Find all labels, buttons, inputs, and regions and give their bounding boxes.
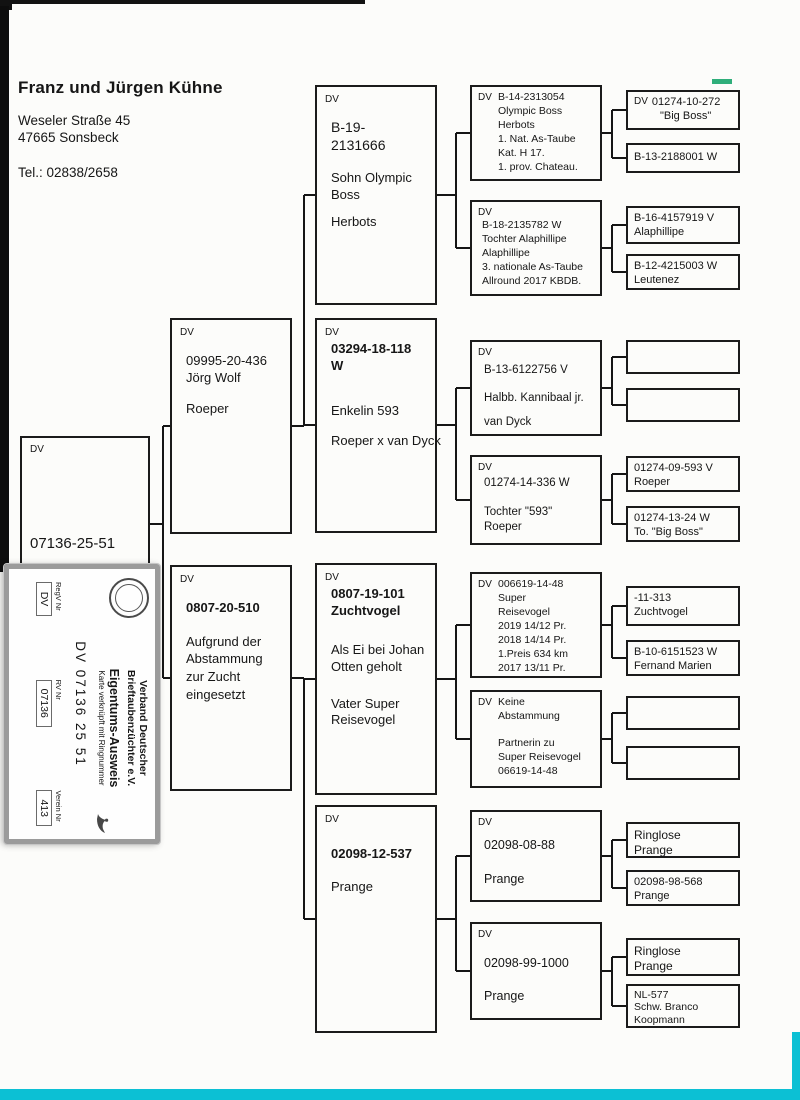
pedigree-box-grandparent-3 [315,563,437,795]
bird-name: Super [498,591,527,604]
card-field-verein [36,790,63,826]
ring-number: Ringlose [634,944,681,958]
ring-number: 0807-19-101 Zuchtvogel [331,586,405,618]
card-field-regv [36,582,63,616]
bird-name: Tochter "593" [484,505,553,518]
dv-label: DV [478,207,492,218]
bird-name: Olympic Boss [498,104,563,117]
owner-phone: Tel.: 02838/2658 [18,165,118,180]
scan-artifact-top-line [0,0,365,4]
pedigree-box-ggp-3 [470,340,602,436]
dv-label: DV [478,817,492,828]
card-ring-number: DV 07136 25 51 [73,641,89,767]
field-value: 413 [36,790,52,826]
pedigree-box-ggp-5 [470,572,602,678]
pedigree-box-gggp-6-empty [626,388,740,422]
strain-name: Prange [484,988,525,1003]
pedigree-box-ggp-6 [470,690,602,788]
pedigree-box-sire [170,318,292,534]
pedigree-box-gggp-4 [626,254,740,290]
strain-name: Leutenez [634,273,680,286]
pedigree-box-dam [170,565,292,791]
ring-number: 01274-09-593 V [634,462,713,474]
ring-number: 09995-20-436 [186,353,267,368]
scan-artifact-right-strip [792,1032,800,1100]
ring-number: 01274-13-24 W [634,512,710,524]
pedigree-box-gggp-12-empty [626,746,740,780]
dv-label: DV [634,96,648,107]
field-value: DV [36,582,52,616]
dv-label: DV [478,347,492,358]
pedigree-box-gggp-1 [626,90,740,130]
bird-name: Halbb. Kannibaal jr. [484,391,584,404]
org-name-line1: Verband Deutscher [137,680,149,776]
strain-name: Prange [634,889,670,902]
dv-label: DV [478,929,492,940]
achievement-line: Allround 2017 KBDB. [482,275,582,288]
strain-name: Prange [484,871,525,886]
ownership-card [4,564,160,844]
achievement-line: 2018 14/14 Pr. [498,633,567,646]
dv-label: DV [325,327,339,338]
ring-number: 006619-14-48 [498,578,564,590]
pedigree-box-grandparent-1 [315,85,437,305]
bird-name: Als Ei bei Johan Otten geholt [331,641,425,674]
strain-name: Vater Super Reisevogel [331,695,400,728]
pedigree-box-gggp-5-empty [626,340,740,374]
pedigree-box-ggp-4 [470,455,602,545]
ring-number: B-18-2135782 W [482,219,562,232]
dv-label: DV [180,574,194,585]
ring-number: 02098-12-537 [331,846,412,861]
pedigree-box-gggp-2 [626,143,740,173]
pedigree-box-gggp-10 [626,640,740,676]
dv-label: DV [478,579,492,590]
pedigree-box-gggp-9 [626,586,740,626]
achievement-line: Kat. H 17. [498,146,545,159]
field-label: RegV Nr [54,582,64,611]
field-value: 07136 [36,680,52,727]
bird-name: Enkelin 593 [331,402,399,418]
verband-logo-ring [115,584,143,612]
strain-name: Prange [634,843,673,858]
bird-name: Jörg Wolf [186,369,241,385]
strain-name: Roeper [634,475,671,488]
note-line: Keine [498,696,525,708]
ring-number: 0807-20-510 [186,600,260,615]
org-name-line2: Brieftaubenzüchter e.V. [124,669,137,787]
note-line: Partnerin zu [498,736,555,749]
strain-name: Herbots [498,118,535,131]
pedigree-box-gggp-16 [626,984,740,1028]
dv-label: DV [478,697,492,708]
achievement-line: 2019 14/12 Pr. [498,619,567,632]
strain-name: Alaphillipe [634,225,685,238]
ring-number: B-13-6122756 V [484,364,568,377]
strain-name: Koopmann [634,1013,685,1026]
strain-name: Prange [331,878,373,894]
bird-name: To. "Big Boss" [634,525,703,538]
pedigree-box-grandparent-4 [315,805,437,1033]
bird-name: Sohn Olympic Boss [331,170,412,203]
subject-ring-number: 07136-25-51 [30,535,116,552]
ring-number: 02098-99-1000 [484,956,569,971]
ring-number: B-10-6151523 W [634,646,718,658]
ring-number: B-16-4157919 V [634,212,715,224]
strain-name: Alaphillipe [482,247,530,260]
dv-label: DV [325,814,339,825]
owner-street: Weseler Straße 45 [18,113,131,128]
bird-name: Schw. Branco [634,1001,699,1014]
strain-name: van Dyck [484,415,532,428]
ring-number: B-19-2131666 [331,119,386,154]
breeding-note: Aufgrund der Abstammung zur Zucht eingesetzt [186,633,263,702]
strain-name: Herbots [331,214,377,230]
pedigree-box-ggp-8 [470,922,602,1020]
pedigree-box-gggp-14 [626,870,740,906]
bird-name: Reisevogel [498,605,550,618]
pedigree-box-gggp-15 [626,938,740,976]
ring-number: 06619-14-48 [498,764,558,777]
pedigree-box-ggp-1 [470,85,602,181]
note-line: Abstammung [498,709,560,722]
ownership-card-face [4,564,160,844]
ring-number: 02098-98-568 [634,876,703,888]
ring-number: NL-577 [634,989,669,1001]
field-label: RV Nr [54,679,64,700]
strain-name: Roeper [484,520,522,533]
card-title: Eigentums-Ausweis [107,668,122,788]
strain-name: Roeper x van Dyck [331,432,441,448]
owner-name: Franz und Jürgen Kühne [18,78,223,97]
achievement-line: 2017 13/11 Pr. [498,661,566,674]
dv-label: DV [30,444,44,455]
ring-number: 01274-10-272 [651,96,721,108]
ring-number: 01274-14-336 W [484,477,570,490]
pedigree-box-gggp-13 [626,822,740,858]
dv-label: DV [325,572,339,583]
dv-label: DV [478,462,492,473]
ring-number: B-14-2313054 [498,91,565,103]
bird-name: "Big Boss" [660,109,712,122]
pigeon-emblem-icon [95,812,111,834]
pedigree-box-gggp-11-empty [626,696,740,730]
ring-number: -11-313 [634,592,672,604]
ring-number: Ringlose [634,828,681,842]
card-field-rv [36,680,63,727]
dv-label: DV [478,92,492,103]
card-subtitle: Karte verknüpft mit Ringnummer [97,670,107,786]
dv-label: DV [325,94,339,105]
bird-name: Zuchtvogel [634,605,688,618]
achievement-line: 1.Preis 634 km [498,647,569,660]
ring-number: 02098-08-88 [484,838,555,853]
strain-name: Prange [634,959,673,974]
pedigree-box-gggp-8 [626,506,740,542]
strain-name: Fernand Marien [634,659,712,672]
note-line: Super Reisevogel [498,750,581,763]
ring-number: B-13-2188001 W [634,151,718,163]
achievement-line: 1. Nat. As-Taube [498,132,576,145]
bird-name: Tochter Alaphillipe [482,233,567,246]
strain-name: Roeper [186,400,229,416]
pedigree-box-grandparent-2 [315,318,441,533]
pedigree-box-ggp-2 [470,200,602,296]
scan-artifact-bottom-strip [0,1089,800,1100]
field-label: Verein Nr [54,790,64,822]
pedigree-box-gggp-3 [626,206,740,244]
pedigree-box-gggp-7 [626,456,740,492]
scan-artifact-left-strip [0,6,9,572]
achievement-line: 1. prov. Chateau. [498,160,578,173]
achievement-line: 3. nationale As-Taube [482,261,583,274]
ring-number: B-12-4215003 W [634,260,718,272]
pedigree-box-ggp-7 [470,810,602,902]
scan-artifact-green-dash [712,79,732,84]
ring-number: 03294-18-118 W [331,341,412,373]
verband-logo-icon [109,578,149,618]
owner-city: 47665 Sonsbeck [18,130,119,145]
dv-label: DV [180,327,194,338]
